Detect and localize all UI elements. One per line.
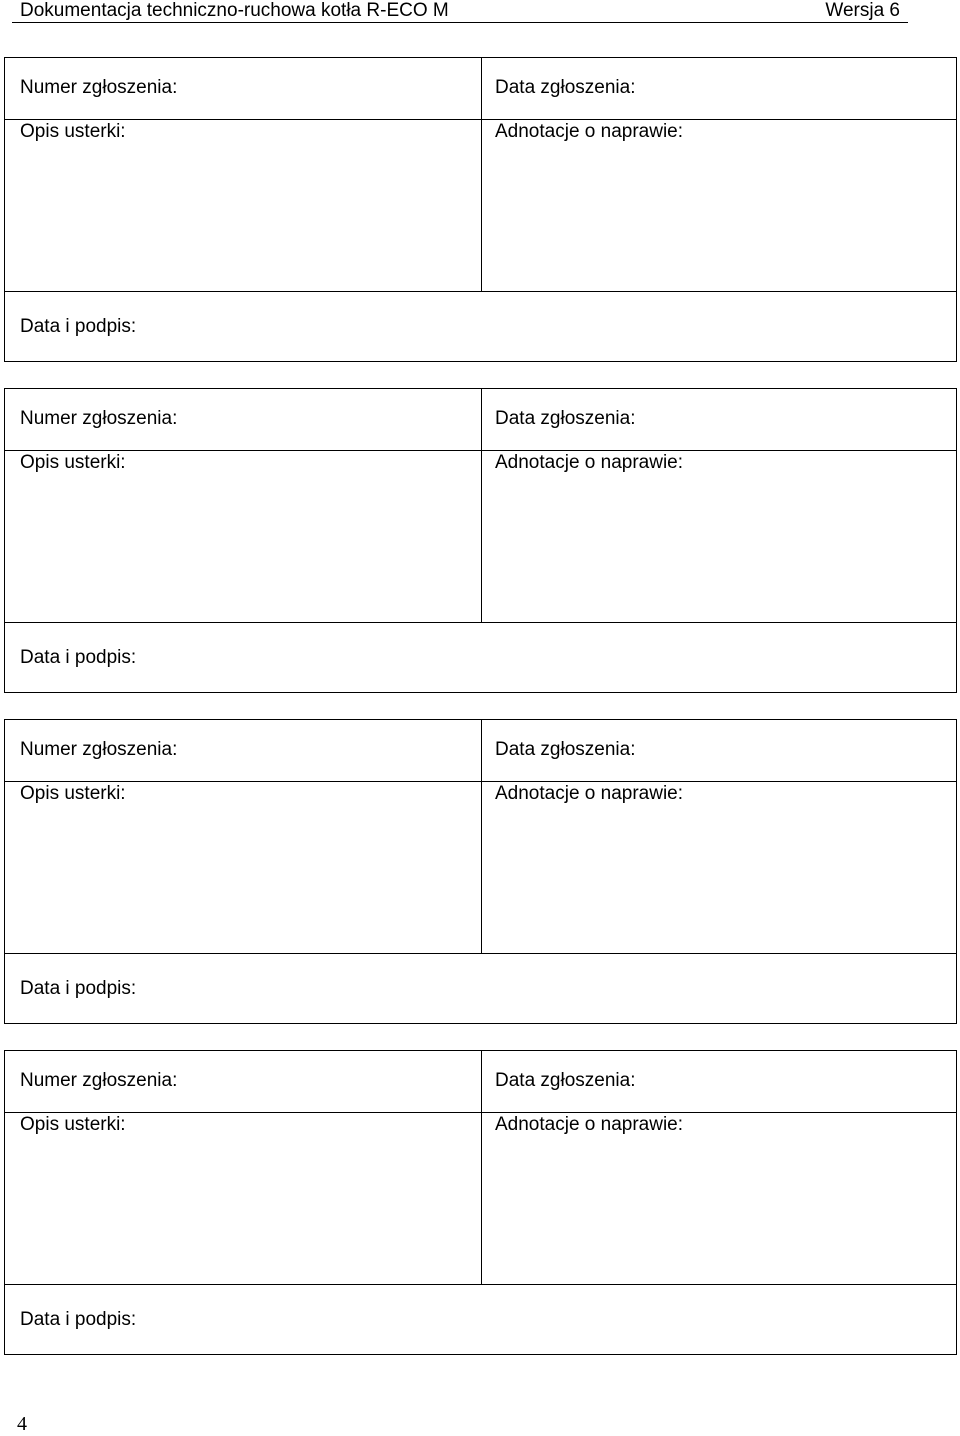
column-divider (481, 389, 482, 622)
opis-usterki-label: Opis usterki: (20, 1114, 126, 1135)
data-i-podpis-label: Data i podpis: (20, 316, 137, 337)
signature-row-divider (5, 622, 956, 623)
numer-zgloszenia-label: Numer zgłoszenia: (20, 77, 178, 98)
opis-usterki-label: Opis usterki: (20, 783, 126, 804)
column-divider (481, 1051, 482, 1284)
data-i-podpis-label: Data i podpis: (20, 978, 137, 999)
signature-row-divider (5, 953, 956, 954)
adnotacje-label: Adnotacje o naprawie: (495, 1114, 684, 1135)
signature-row-divider (5, 291, 956, 292)
data-zgloszenia-label: Data zgłoszenia: (495, 77, 636, 98)
adnotacje-label: Adnotacje o naprawie: (495, 121, 684, 142)
column-divider (481, 58, 482, 291)
page-header (12, 0, 908, 23)
opis-usterki-label: Opis usterki: (20, 452, 126, 473)
repair-form-4 (4, 1050, 957, 1355)
adnotacje-label: Adnotacje o naprawie: (495, 452, 684, 473)
document-version: Wersja 6 (825, 0, 900, 21)
data-zgloszenia-label: Data zgłoszenia: (495, 739, 636, 760)
document-title: Dokumentacja techniczno-ruchowa kotła R-ECO M (20, 0, 449, 21)
repair-form-2 (4, 388, 957, 693)
signature-row-divider (5, 1284, 956, 1285)
data-i-podpis-label: Data i podpis: (20, 1309, 137, 1330)
column-divider (481, 720, 482, 953)
numer-zgloszenia-label: Numer zgłoszenia: (20, 408, 178, 429)
numer-zgloszenia-label: Numer zgłoszenia: (20, 1070, 178, 1091)
repair-form-1 (4, 57, 957, 362)
opis-usterki-label: Opis usterki: (20, 121, 126, 142)
adnotacje-label: Adnotacje o naprawie: (495, 783, 684, 804)
page-number: 4 (17, 1413, 27, 1435)
repair-form-3 (4, 719, 957, 1024)
data-i-podpis-label: Data i podpis: (20, 647, 137, 668)
numer-zgloszenia-label: Numer zgłoszenia: (20, 739, 178, 760)
data-zgloszenia-label: Data zgłoszenia: (495, 1070, 636, 1091)
data-zgloszenia-label: Data zgłoszenia: (495, 408, 636, 429)
